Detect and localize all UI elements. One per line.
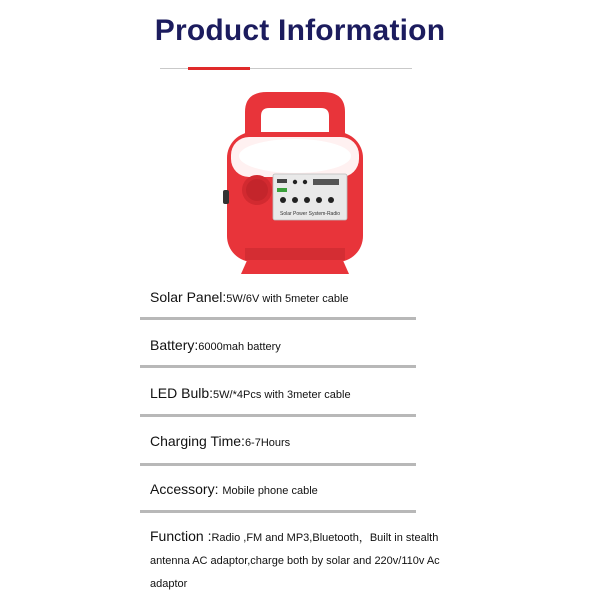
- spec-charging-time: [150, 431, 450, 453]
- spec-value: 5W/6V with 5meter cable: [226, 293, 349, 305]
- spec-key: Solar Panel:: [150, 289, 227, 305]
- title-accent-bar: [188, 67, 250, 70]
- spec-divider: [140, 414, 416, 417]
- spec-key: Accessory:: [150, 481, 223, 497]
- spec-key: Function :: [150, 528, 212, 544]
- spec-value: 5W/*4Pcs with 3meter cable: [213, 389, 351, 401]
- page-title: Product Information: [154, 14, 446, 47]
- spec-value: Mobile phone cable: [222, 485, 318, 497]
- spec-function: [150, 526, 470, 595]
- spec-key: Battery:: [150, 337, 199, 353]
- spec-value: 6000mah battery: [198, 341, 281, 353]
- spec-divider: [140, 463, 416, 466]
- spec-key: LED Bulb:: [150, 385, 214, 401]
- product-image: [215, 82, 375, 282]
- spec-led-bulb: [150, 383, 450, 405]
- spec-divider: [140, 317, 416, 320]
- spec-value: Radio ,FM and MP3,Bluetooth，Built in stealth antenna AC adaptor,charge both by solar and 220v/110v Ac adaptor: [150, 532, 440, 590]
- product-panel-label: Solar Power System-Radio: [279, 211, 341, 217]
- spec-solar-panel: [150, 287, 450, 309]
- spec-accessory: [150, 479, 450, 501]
- spec-divider: [140, 510, 416, 513]
- spec-key: Charging Time:: [150, 433, 245, 449]
- spec-divider: [140, 365, 416, 368]
- spec-battery: [150, 335, 450, 357]
- spec-value: 6-7Hours: [244, 437, 291, 449]
